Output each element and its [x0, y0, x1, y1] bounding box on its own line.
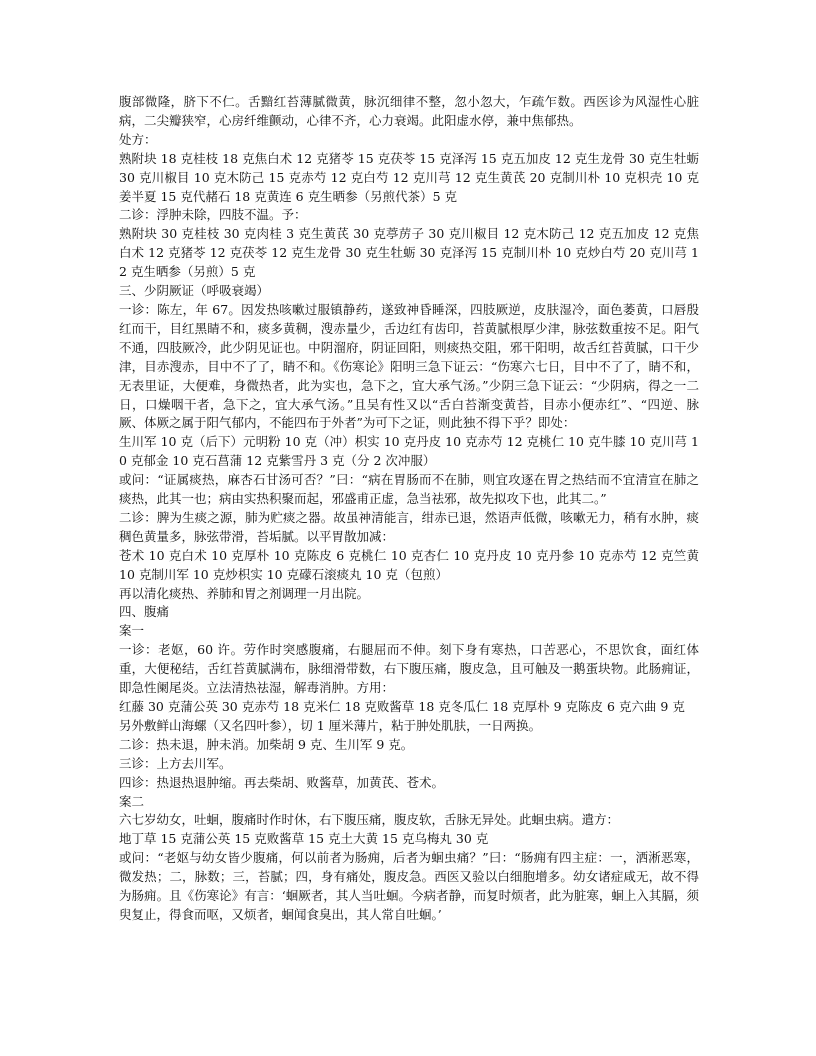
- text-line-20: 四诊：热退热退肿缩。再去柴胡、败酱草，加黄芪、苍术。: [119, 774, 445, 790]
- text-line-12: 再以清化痰热、养肺和胃之剂调理一月出院。: [119, 585, 370, 601]
- text-line-2: 处方：: [119, 131, 157, 147]
- case-heading-2: 案二: [119, 793, 145, 809]
- prescription-2: 熟附块 30 克桂枝 30 克肉桂 3 克生黄芪 30 克葶苈子 30 克川椒目 12 克木防己 12 克五加皮 12 克焦白术 12 克猪苓 12 克茯苓 12 克生龙骨 30 克生牡蛎 30 克泽泻 15 克制川朴 10 克炒白芍 20 克川芎 12 克生晒参（另煎）5 克: [119, 226, 699, 280]
- prescription-4: 苍术 10 克白术 10 克厚朴 10 克陈皮 6 克桃仁 10 克杏仁 10 克丹皮 10 克丹参 10 克赤芍 12 克竺黄 10 克制川军 10 克炒枳实 10 克礞石滚痰丸 10 克（包煎）: [119, 547, 699, 582]
- prescription-6: 地丁草 15 克蒲公英 15 克败酱草 15 克土大黄 15 克乌梅丸 30 克: [119, 831, 489, 847]
- prescription-3: 生川军 10 克（后下）元明粉 10 克（冲）枳实 10 克丹皮 10 克赤芍 12 克桃仁 10 克牛膝 10 克川芎 10 克郁金 10 克石菖蒲 12 克紫雪丹 3 克（分 2 次冲服）: [119, 434, 699, 469]
- prescription-1: 熟附块 18 克桂枝 18 克焦白术 12 克猪苓 15 克茯苓 15 克泽泻 15 克五加皮 12 克生龙骨 30 克生牡蛎 30 克川椒目 10 克木防己 15 克赤芍 12 克白芍 12 克川芎 12 克生黄芪 20 克制川朴 10 克枳壳 10 克姜半夏 15 克代赭石 18 克黄连 6 克生晒参（另煎代茶）5 克: [119, 150, 699, 204]
- section-heading-3: 三、少阴厥证（呼吸衰竭）: [119, 283, 270, 299]
- section-heading-4: 四、腹痛: [119, 604, 170, 620]
- text-line-17: 另外敷鲜山海螺（又名四叶参），切 1 厘米薄片，粘于肿处肌肤，一日两换。: [119, 717, 542, 733]
- case-paragraph-3: 一诊：老妪，60 许。劳作时突感腹痛，右腿屈而不伸。刻下身有寒热，口苦恶心，不思饮食，面红体重，大便秘结，舌红苔黄腻满布，脉细滑带数，右下腹压痛，腹皮急，且可触及一鹅蛋块物。此肠痈证，即急性阑尾炎。立法清热祛湿，解毒消肿。方用：: [119, 642, 699, 696]
- case-paragraph-4: 六七岁幼女，吐蛔，腹痛时作时休，右下腹压痛，腹皮软，舌脉无异处。此蛔虫病。遣方：: [119, 812, 620, 828]
- text-line-19: 三诊：上方去川军。: [119, 755, 232, 771]
- case-heading-1: 案一: [119, 623, 145, 639]
- case-paragraph-1: 一诊：陈左，年 67。因发热咳嗽过服镇静药，遂致神昏睡深，四肢厥逆，皮肤湿冷，面色萎黄，口唇殷红而干，目红黑睛不和，痰多黄稠，溲赤量少，舌边红有齿印，苔黄腻根厚少津，脉弦数重按不足。阳气不通，四肢厥冷，此少阴见证也。中阴溜府，阴证回阳，则痰热交阻，邪干阳明，故舌红苔黄腻，口干少津，目赤溲赤，目中不了了，睛不和。《伤寒论》阳明三急下证云：“伤寒六七日，目中不了了，睛不和，无表里证，大便难，身微热者，此为实也，急下之，宜大承气汤。”少阴三急下证云：“少阴病，得之一二日，口燥咽干者，急下之，宜大承气汤。”且吴有性又以“舌白苔渐变黄苔，目赤小便赤红”、“四逆、脉厥、体厥之属于阳气郁内，不能四布于外者”为可下之证，则此独不得下乎？即处：: [119, 301, 699, 431]
- text-line-4: 二诊：浮肿未除，四肢不温。予：: [119, 207, 307, 223]
- case-paragraph-2: 二诊：脾为生痰之源，肺为贮痰之器。故虽神清能言，绀赤已退，然语声低微，咳嗽无力，稍有水肿，痰稠色黄量多，脉弦带滑，苔垢腻。以平胃散加减：: [119, 509, 699, 544]
- document-page: [119, 93, 699, 925]
- qa-paragraph-2: 或问：“老妪与幼女皆少腹痛，何以前者为肠痈，后者为蛔虫痛？”曰：“肠痈有四主症：一，洒淅恶寒，微发热；二，脉数；三，苔腻；四，身有痛处，腹皮急。西医又验以白细胞增多。幼女诸症咸无，故不得为肠痈。且《伤寒论》有言：‘蛔厥者，其人当吐蛔。今病者静，而复时烦者，此为脏寒，蛔上入其膈，须臾复止，得食而呕，又烦者，蛔闻食臭出，其人常自吐蛔。’: [119, 850, 699, 922]
- prescription-5: 红藤 30 克蒲公英 30 克赤芍 18 克米仁 18 克败酱草 18 克冬瓜仁 18 克厚朴 9 克陈皮 6 克六曲 9 克: [119, 699, 685, 714]
- text-line-18: 二诊：热未退，肿未消。加柴胡 9 克、生川军 9 克。: [119, 736, 414, 752]
- text-line-1: 腹部微隆，脐下不仁。舌黯红苔薄腻微黄，脉沉细律不整，忽小忽大，乍疏乍数。西医诊为风湿性心脏病，二尖瓣狭窄，心房纤维颤动，心律不齐，心力衰竭。此阳虚水停，兼中焦郁热。: [119, 94, 699, 128]
- qa-paragraph-1: 或问：“证属痰热，麻杏石甘汤可否？”曰：“病在胃肠而不在肺，则宜攻逐在胃之热结而不宜清宣在肺之痰热，此其一也；病由实热积聚而起，邪盛甫正虚，急当祛邪，故先拟攻下也，此其二。”: [119, 472, 699, 507]
